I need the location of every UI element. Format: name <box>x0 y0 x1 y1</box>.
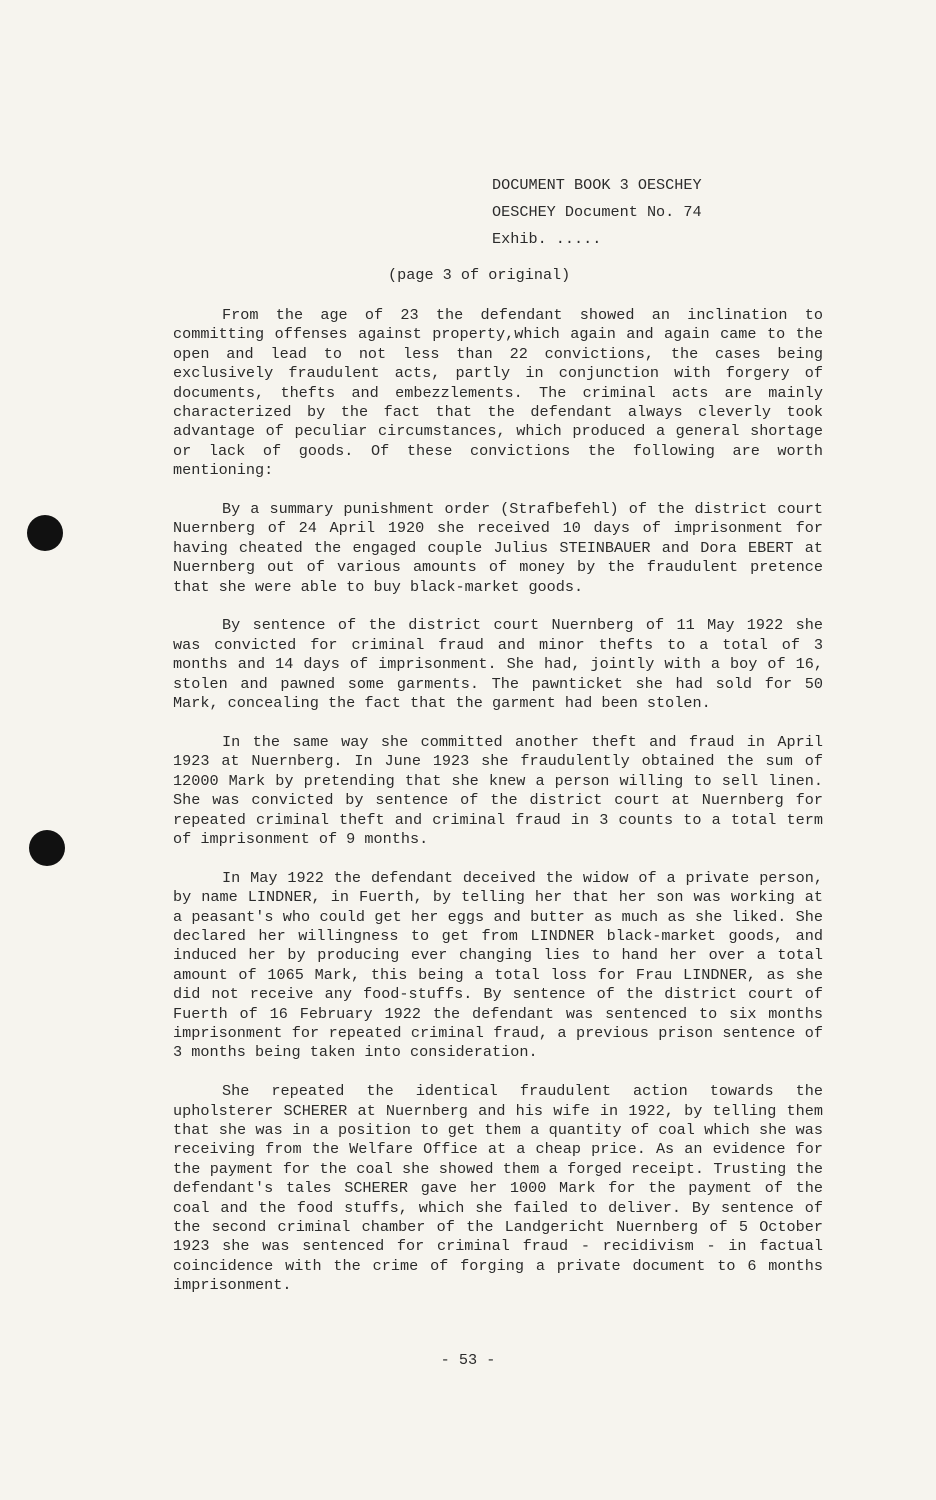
header-book-line: DOCUMENT BOOK 3 OESCHEY <box>492 176 702 194</box>
paragraph: By a summary punishment order (Strafbefehl) of the district court Nuernberg of 24 April 1920 she received 10 days of imprisonment for having cheated the engaged couple Julius STEINBAUER and Dora EBERT at Nuernberg out of various amounts of money by the fraudulent pretence that she were able to buy black-market goods. <box>173 500 823 596</box>
header-exhibit: Exhib. ..... <box>492 230 602 248</box>
paragraph: She repeated the identical fraudulent action towards the upholsterer SCHERER at Nuernberg and his wife in 1922, by telling them that she was in a position to get them a quantity of coal which she was receiving from the Welfare Office at a cheap price. As an evidence for the payment for the coal she showed them a forged receipt. Trusting the defendant's tales SCHERER gave her 1000 Mark for the payment of the coal and the food stuffs, which she failed to deliver. By sentence of the second criminal chamber of the Landgericht Nuernberg of 5 October 1923 she was sentenced for criminal fraud - recidivism - in factual coincidence with the crime of forging a private document to 6 months imprisonment. <box>173 1082 823 1295</box>
punch-hole <box>27 515 63 551</box>
punch-hole <box>29 830 65 866</box>
paragraph: By sentence of the district court Nuernberg of 11 May 1922 she was convicted for criminal fraud and minor thefts to a total of 3 months and 14 days of imprisonment. She had, jointly with a boy of 16, stolen and pawned some garments. The pawnticket she had sold for 50 Mark, concealing the fact that the garment had been stolen. <box>173 616 823 713</box>
paragraph: In May 1922 the defendant deceived the widow of a private person, by name LINDNER, in Fuerth, by telling her that her son was working at a peasant's who could get her eggs and butter as much as she liked. She declared her willingness to get from LINDNER black-market goods, and induced her by producing ever changing lies to hand her over a total amount of 1065 Mark, this being a total loss for Frau LINDNER, as she did not receive any food-stuffs. By sentence of the district court of Fuerth of 16 February 1922 the defendant was sentenced to six months imprisonment for repeated criminal fraud, a previous prison sentence of 3 months being taken into consideration. <box>173 868 823 1062</box>
document-header <box>492 172 702 253</box>
page-number: - 53 - <box>440 1351 496 1369</box>
page-reference: (page 3 of original) <box>388 266 571 284</box>
paragraph: From the age of 23 the defendant showed an inclination to committing offenses against property,which again and again came to the open and lead to not less than 22 convictions, the cases being exclusively fraudulent acts, partly in conjunction with forgery of documents, thefts and embezzlements. The criminal acts are mainly characterized by the fact that the defendant always cleverly took advantage of peculiar circumstances, which produced a general shortage or lack of goods. Of these convictions the following are worth mentioning: <box>173 306 823 480</box>
header-document-number: OESCHEY Document No. 74 <box>492 203 702 221</box>
document-body <box>173 306 823 1315</box>
paragraph: In the same way she committed another theft and fraud in April 1923 at Nuernberg. In June 1923 she fraudulently obtained the sum of 12000 Mark by pretending that she knew a person willing to sell linen. She was convicted by sentence of the district court at Nuernberg for repeated criminal theft and criminal fraud in 3 counts to a total term of imprisonment of 9 months. <box>173 732 823 848</box>
